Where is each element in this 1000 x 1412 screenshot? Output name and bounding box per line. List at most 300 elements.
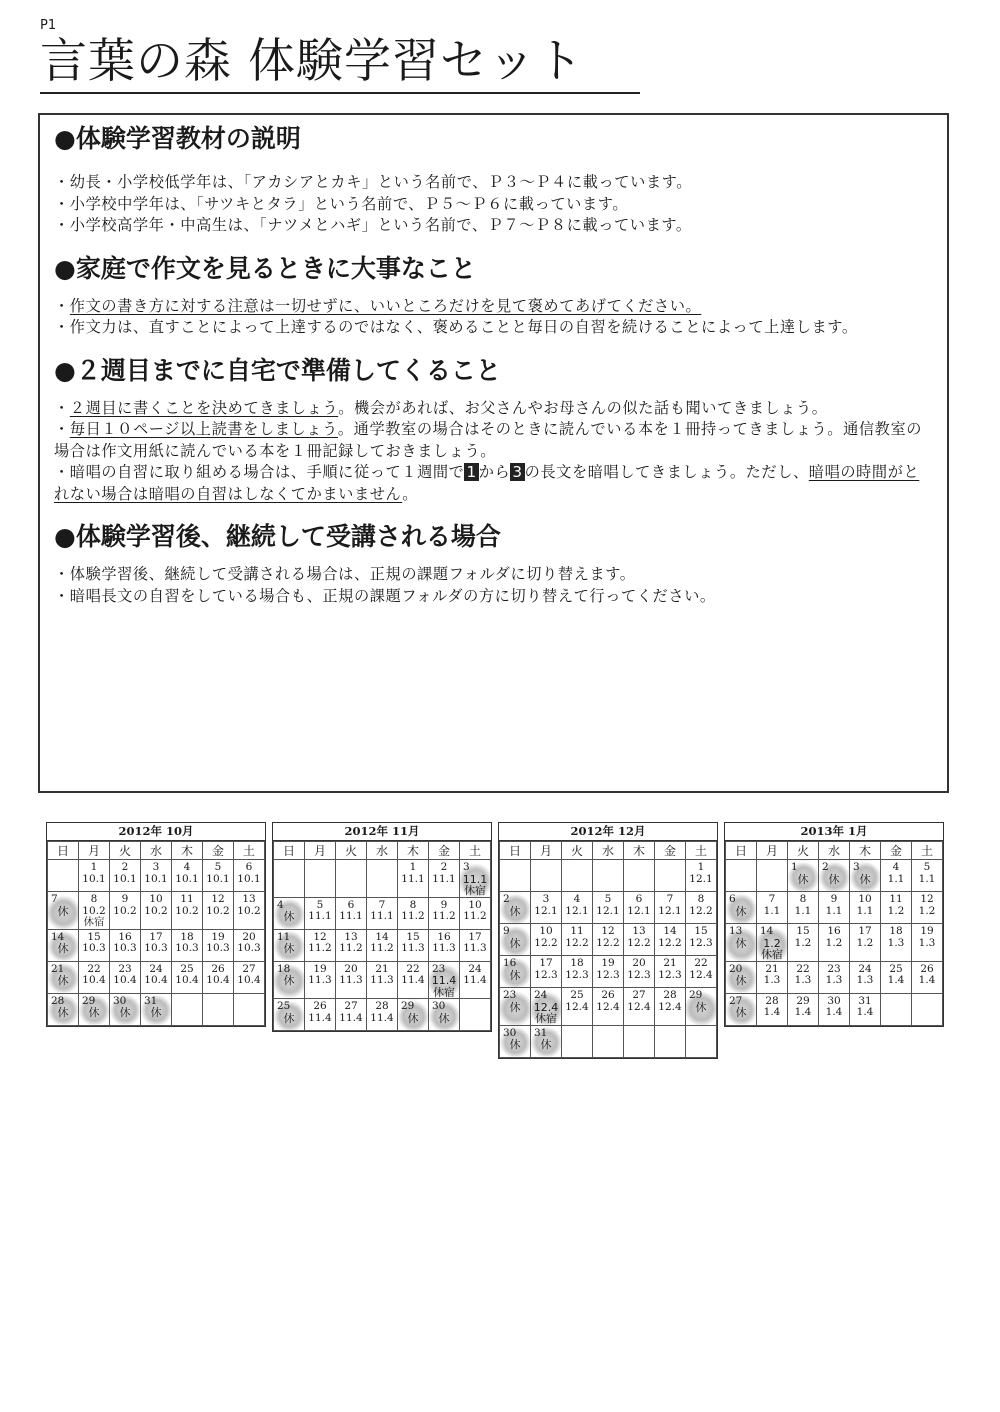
calendar-day: [141, 860, 172, 892]
calendar-empty-cell: [367, 860, 398, 898]
day-number: 30: [432, 1000, 446, 1012]
day-number: 13: [242, 893, 256, 905]
calendar-grid: [725, 841, 943, 1026]
day-number: 2: [440, 861, 448, 873]
day-number: 13: [344, 930, 358, 943]
calendar-day-holiday: [788, 860, 819, 892]
day-schedule: 休: [509, 968, 521, 982]
calendar-day: [460, 929, 491, 961]
day-schedule: 10.1: [144, 872, 168, 885]
weekday-header: 金: [881, 842, 912, 860]
day-number: 23: [432, 962, 446, 975]
day-number: 30: [503, 1026, 517, 1039]
calendar-day: [110, 892, 141, 930]
day-schedule: 11.1: [370, 910, 394, 922]
day-number: 16: [437, 930, 451, 943]
calendar-day: [429, 897, 460, 929]
calendar-day: [881, 924, 912, 962]
calendar-week: [726, 961, 943, 993]
day-number: 25: [180, 962, 194, 975]
calendar-empty-cell: [593, 860, 624, 892]
day-schedule: 10.3: [144, 942, 168, 954]
day-schedule: 11.3: [401, 942, 425, 954]
day-number: 18: [277, 962, 291, 975]
calendar-day: [305, 897, 336, 929]
day-number: 14: [375, 930, 389, 943]
calendar-day: [460, 961, 491, 999]
calendar-day: [305, 999, 336, 1031]
calendar-week: [48, 860, 265, 892]
day-number: 1: [791, 861, 798, 873]
day-number: 23: [118, 962, 132, 975]
day-schedule: 10.2 休宿: [82, 904, 106, 928]
weekday-header: 火: [788, 842, 819, 860]
day-schedule: 11.2: [463, 910, 487, 922]
calendar-empty-cell: [655, 1025, 686, 1057]
calendar-empty-cell: [912, 993, 943, 1025]
day-schedule: 11.4: [308, 1011, 332, 1024]
day-number: 16: [503, 957, 517, 969]
day-schedule: 休: [438, 1011, 450, 1025]
day-number: 24: [468, 962, 482, 975]
day-schedule: 10.3: [82, 942, 106, 954]
day-schedule: 10.4: [175, 974, 199, 986]
calendar-day: [203, 892, 234, 930]
calendar-day-holiday: [500, 956, 531, 988]
calendar-empty-cell: [305, 860, 336, 898]
calendar-day: [788, 924, 819, 962]
day-number: 6: [729, 893, 736, 905]
calendar-day: [429, 860, 460, 898]
day-number: 9: [121, 893, 129, 905]
day-schedule: 10.1: [113, 872, 137, 885]
calendar-empty-cell: [500, 860, 531, 892]
day-schedule: 10.1: [82, 872, 106, 885]
highlighted-number: 1: [466, 463, 477, 481]
day-number: 20: [344, 962, 358, 975]
calendar-day-holiday: [79, 993, 110, 1025]
day-number: 24: [534, 989, 548, 1001]
calendar-day: [234, 892, 265, 930]
calendar-day-holiday: [500, 988, 531, 1026]
calendar-day: [234, 860, 265, 892]
day-number: 5: [604, 893, 612, 905]
section-heading: ●体験学習教材の説明: [54, 124, 301, 153]
calendar-week: [274, 999, 491, 1031]
calendar-day: [203, 961, 234, 993]
weekday-header: 水: [819, 842, 850, 860]
day-schedule: 1.1: [887, 872, 905, 885]
text-line: ・暗唱長文の自習をしている場合も、正規の課題フォルダの方に切り替えて行ってください。: [54, 586, 716, 605]
day-schedule: 10.3: [113, 942, 137, 954]
text-line: ・小学校高学年・中高生は、「ナツメとハギ」という名前で、Ｐ７～Ｐ８に載っています。: [54, 216, 692, 234]
calendar-day: [203, 929, 234, 961]
day-schedule: 12.4: [689, 968, 713, 981]
calendar-day: [110, 961, 141, 993]
day-number: 18: [889, 925, 903, 937]
calendar-day: [234, 929, 265, 961]
day-number: 26: [313, 1000, 327, 1012]
calendar-week: [500, 1025, 717, 1057]
text-fragment: 。通学教室の場合はそのときに読んでいる本を１冊持ってきましょう。通信教室の場合は作文用紙に読んでいる本を１冊記録しておきましょう。: [54, 420, 923, 460]
day-number: 6: [347, 898, 355, 911]
calendar-2013-01: [724, 822, 944, 1027]
day-number: 8: [409, 898, 417, 911]
day-schedule: 1.2: [918, 904, 936, 917]
weekday-header: 金: [203, 842, 234, 860]
day-number: 20: [632, 957, 646, 969]
day-schedule: 12.1: [658, 904, 682, 917]
calendar-empty-cell: [655, 860, 686, 892]
day-schedule: 12.2: [658, 936, 682, 949]
day-number: 29: [82, 994, 96, 1007]
day-schedule: 12.2: [627, 936, 651, 949]
day-number: 14: [663, 925, 677, 937]
weekday-header: 土: [234, 842, 265, 860]
day-number: 13: [632, 925, 646, 937]
calendar-empty-cell: [562, 1025, 593, 1057]
day-number: 5: [923, 861, 931, 873]
day-schedule: 1.2: [825, 936, 843, 949]
calendar-day: [460, 897, 491, 929]
day-schedule: 12.4: [565, 1000, 589, 1013]
day-number: 30: [827, 994, 841, 1007]
calendar-day-holiday: [726, 924, 757, 962]
day-number: 7: [768, 893, 776, 905]
calendar-day: [172, 860, 203, 892]
calendar-title: 2012年 10月: [47, 823, 265, 841]
calendar-day: [655, 956, 686, 988]
calendar-day: [912, 892, 943, 924]
calendar-week: [274, 897, 491, 929]
weekday-row: [48, 842, 265, 860]
calendar-2012-10: [46, 822, 266, 1027]
calendar-day: [562, 956, 593, 988]
day-schedule: 1.1: [825, 904, 843, 917]
calendar-day: [686, 892, 717, 924]
day-number: 3: [463, 861, 470, 873]
day-number: 7: [378, 898, 386, 911]
day-schedule: 11.4: [370, 1011, 394, 1024]
calendar-day-holiday: [726, 961, 757, 993]
day-number: 27: [729, 994, 743, 1007]
text-fragment: ・: [54, 420, 70, 438]
day-schedule: 12.2: [689, 904, 713, 917]
text-line: ・小学校中学年は、「サツキとタラ」という名前で、Ｐ５～Ｐ６に載っています。: [54, 194, 629, 213]
day-number: 17: [539, 957, 553, 969]
day-number: 23: [503, 989, 517, 1001]
day-schedule: 休: [283, 942, 295, 955]
calendar-day: [336, 897, 367, 929]
calendar-day: [881, 961, 912, 993]
day-number: 18: [570, 957, 584, 969]
calendar-day-holiday: [141, 993, 172, 1025]
day-schedule: 11.3: [432, 942, 456, 954]
day-schedule: 12.4: [596, 1000, 620, 1013]
weekday-header: 木: [624, 842, 655, 860]
calendar-day: [562, 988, 593, 1026]
day-number: 19: [313, 962, 327, 975]
day-schedule: 11.4: [339, 1011, 363, 1024]
day-number: 30: [113, 994, 127, 1007]
underlined-text: 暗唱の時間がとれない場合は暗唱の自習はしなくてかまいません: [54, 463, 920, 503]
calendar-day-holiday: [819, 860, 850, 892]
day-number: 3: [853, 861, 860, 873]
day-schedule: 10.3: [206, 942, 230, 954]
day-schedule: 10.3: [237, 942, 261, 954]
calendar-week: [48, 961, 265, 993]
page-title: 言葉の森 体験学習セット: [40, 36, 640, 94]
day-number: 21: [375, 962, 389, 975]
calendar-day: [819, 993, 850, 1025]
calendar-day-holiday: [500, 892, 531, 924]
day-schedule: 1.1: [856, 904, 874, 917]
calendar-day: [912, 961, 943, 993]
day-schedule: 11.3: [370, 974, 394, 986]
day-schedule: 休: [119, 1006, 131, 1019]
calendar-2012-12: [498, 822, 718, 1059]
day-number: 16: [827, 925, 841, 937]
day-number: 17: [858, 925, 872, 937]
day-schedule: 10.4: [113, 974, 137, 986]
weekday-header: 土: [686, 842, 717, 860]
day-number: 8: [90, 893, 98, 905]
calendar-day: [912, 860, 943, 892]
day-number: 11: [180, 893, 194, 905]
calendar-day: [593, 892, 624, 924]
day-schedule: 10.1: [237, 872, 261, 885]
calendar-day: [593, 924, 624, 956]
day-number: 21: [663, 957, 677, 969]
day-schedule: 12.1: [689, 872, 713, 885]
calendar-day: [655, 892, 686, 924]
calendar-empty-cell: [48, 860, 79, 892]
calendar-day: [203, 860, 234, 892]
calendar-day-holiday: [686, 988, 717, 1026]
day-schedule: 12.3: [658, 968, 682, 981]
day-schedule: 1.4: [918, 974, 936, 986]
day-schedule: 12.3: [534, 968, 558, 981]
calendar-empty-cell: [881, 993, 912, 1025]
calendar-day-holiday: [274, 929, 305, 961]
day-schedule: 休: [540, 1038, 552, 1051]
day-schedule: 1.4: [794, 1006, 812, 1018]
day-schedule: 10.4: [206, 974, 230, 986]
day-schedule: 1.3: [825, 974, 843, 986]
day-schedule: 1.3: [763, 974, 781, 986]
content-box: [38, 113, 949, 793]
day-number: 26: [601, 989, 615, 1001]
day-number: 19: [601, 957, 615, 969]
day-schedule: 10.2: [144, 904, 168, 917]
section-heading: ●２週目までに自宅で準備してくること: [54, 355, 501, 385]
calendar-empty-cell: [274, 860, 305, 898]
calendar-day: [234, 961, 265, 993]
calendar-day-holiday: [531, 988, 562, 1026]
calendar-day: [686, 956, 717, 988]
day-number: 20: [242, 930, 256, 943]
weekday-header: 水: [593, 842, 624, 860]
text-fragment: ・: [54, 296, 70, 315]
day-schedule: 休: [509, 904, 521, 918]
day-number: 25: [277, 1000, 291, 1012]
weekday-header: 木: [398, 842, 429, 860]
day-number: 9: [440, 898, 448, 911]
day-schedule: 12.4 休宿: [533, 1000, 559, 1025]
section-home-review: [54, 251, 935, 339]
day-schedule: 休: [88, 1006, 100, 1019]
day-number: 6: [245, 861, 253, 873]
day-schedule: 休: [859, 872, 871, 886]
day-schedule: 12.1: [534, 904, 558, 917]
calendar-day: [757, 892, 788, 924]
calendar-day-holiday: [110, 993, 141, 1025]
day-number: 8: [697, 893, 705, 905]
day-number: 16: [118, 930, 132, 943]
calendar-day: [336, 961, 367, 999]
calendar-day: [788, 993, 819, 1025]
day-schedule: 11.1: [308, 910, 332, 922]
calendar-empty-cell: [686, 1025, 717, 1057]
day-schedule: 1.2: [794, 936, 812, 949]
day-number: 31: [144, 994, 158, 1007]
weekday-header: 土: [460, 842, 491, 860]
day-number: 4: [892, 861, 900, 873]
text-paragraph: [54, 296, 935, 318]
day-number: 24: [858, 962, 872, 975]
calendar-day: [141, 961, 172, 993]
weekday-header: 日: [726, 842, 757, 860]
calendar-day: [881, 860, 912, 892]
day-schedule: 11.2: [308, 942, 332, 954]
day-number: 7: [51, 893, 58, 905]
day-number: 4: [183, 861, 191, 873]
calendar-day: [819, 924, 850, 962]
day-number: 22: [796, 962, 810, 975]
weekday-row: [500, 842, 717, 860]
calendar-empty-cell: [624, 1025, 655, 1057]
calendar-week: [500, 988, 717, 1026]
weekday-header: 木: [850, 842, 881, 860]
day-number: 2: [822, 861, 829, 873]
day-schedule: 休: [509, 1038, 521, 1051]
calendar-day: [788, 892, 819, 924]
weekday-header: 金: [429, 842, 460, 860]
day-schedule: 1.4: [763, 1006, 781, 1018]
day-number: 28: [765, 994, 779, 1007]
day-schedule: 11.2: [432, 910, 456, 922]
calendar-empty-cell: [726, 860, 757, 892]
text-fragment: ・: [54, 398, 70, 417]
calendar-day: [305, 961, 336, 999]
calendar-day: [819, 961, 850, 993]
calendar-day: [593, 956, 624, 988]
calendar-day-holiday: [429, 999, 460, 1031]
text-fragment: から: [478, 463, 511, 481]
day-schedule: 11.1 休宿: [462, 872, 488, 897]
day-schedule: 10.4: [144, 974, 168, 986]
day-number: 17: [468, 930, 482, 943]
day-number: 27: [344, 1000, 358, 1012]
day-schedule: 11.1: [432, 872, 456, 885]
day-number: 6: [635, 893, 643, 905]
day-schedule: 1.1: [794, 904, 812, 917]
day-schedule: 1.2 休宿: [761, 936, 783, 961]
day-schedule: 12.2: [565, 936, 589, 949]
calendar-day: [912, 924, 943, 962]
calendar-week: [726, 924, 943, 962]
weekday-header: 金: [655, 842, 686, 860]
calendar-week: [726, 993, 943, 1025]
day-number: 1: [409, 861, 417, 873]
calendar-empty-cell: [203, 993, 234, 1025]
calendar-day: [562, 924, 593, 956]
calendar-day-holiday: [500, 924, 531, 956]
day-schedule: 10.1: [175, 872, 199, 885]
section-heading: ●家庭で作文を見るときに大事なこと: [54, 253, 476, 283]
day-number: 7: [666, 893, 674, 905]
day-number: 15: [87, 930, 101, 943]
calendar-week: [48, 892, 265, 930]
day-number: 27: [632, 989, 646, 1001]
calendar-day-holiday: [48, 892, 79, 930]
day-schedule: 休: [57, 974, 69, 987]
day-number: 10: [468, 898, 482, 911]
day-number: 24: [149, 962, 163, 975]
day-schedule: 10.2: [237, 904, 261, 917]
text-paragraph: [54, 398, 935, 420]
day-schedule: 1.4: [887, 974, 905, 986]
calendar-empty-cell: [624, 860, 655, 892]
day-schedule: 休: [407, 1011, 419, 1025]
day-schedule: 12.1: [627, 904, 651, 917]
section-preparation: [54, 353, 935, 506]
day-schedule: 10.4: [237, 974, 261, 986]
day-schedule: 休: [283, 974, 295, 987]
day-number: 26: [920, 962, 934, 975]
calendar-empty-cell: [172, 993, 203, 1025]
day-number: 22: [694, 957, 708, 969]
calendar-day: [141, 892, 172, 930]
day-number: 25: [889, 962, 903, 975]
day-number: 9: [830, 893, 838, 905]
calendar-day: [531, 956, 562, 988]
calendar-day: [398, 929, 429, 961]
day-schedule: 10.2: [206, 904, 230, 917]
day-schedule: 1.1: [763, 904, 781, 917]
calendar-day-holiday: [531, 1025, 562, 1057]
day-number: 28: [663, 989, 677, 1001]
day-number: 3: [542, 893, 550, 905]
calendar-day: [79, 961, 110, 993]
calendar-day-holiday: [460, 860, 491, 898]
calendar-day: [79, 860, 110, 892]
day-schedule: 10.1: [206, 872, 230, 885]
section-materials: [54, 121, 935, 237]
calendar-day: [624, 892, 655, 924]
weekday-header: 月: [305, 842, 336, 860]
text-line: ・体験学習後、継続して受講される場合は、正規の課題フォルダに切り替えます。: [54, 565, 636, 583]
calendar-grid: [273, 841, 491, 1031]
day-number: 29: [689, 989, 703, 1001]
day-schedule: 10.3: [175, 942, 199, 954]
day-schedule: 1.4: [825, 1006, 843, 1018]
calendar-day: [531, 892, 562, 924]
calendar-week: [48, 929, 265, 961]
text-paragraph: [54, 462, 935, 505]
calendar-day: [172, 929, 203, 961]
highlighted-number: 3: [512, 463, 523, 481]
